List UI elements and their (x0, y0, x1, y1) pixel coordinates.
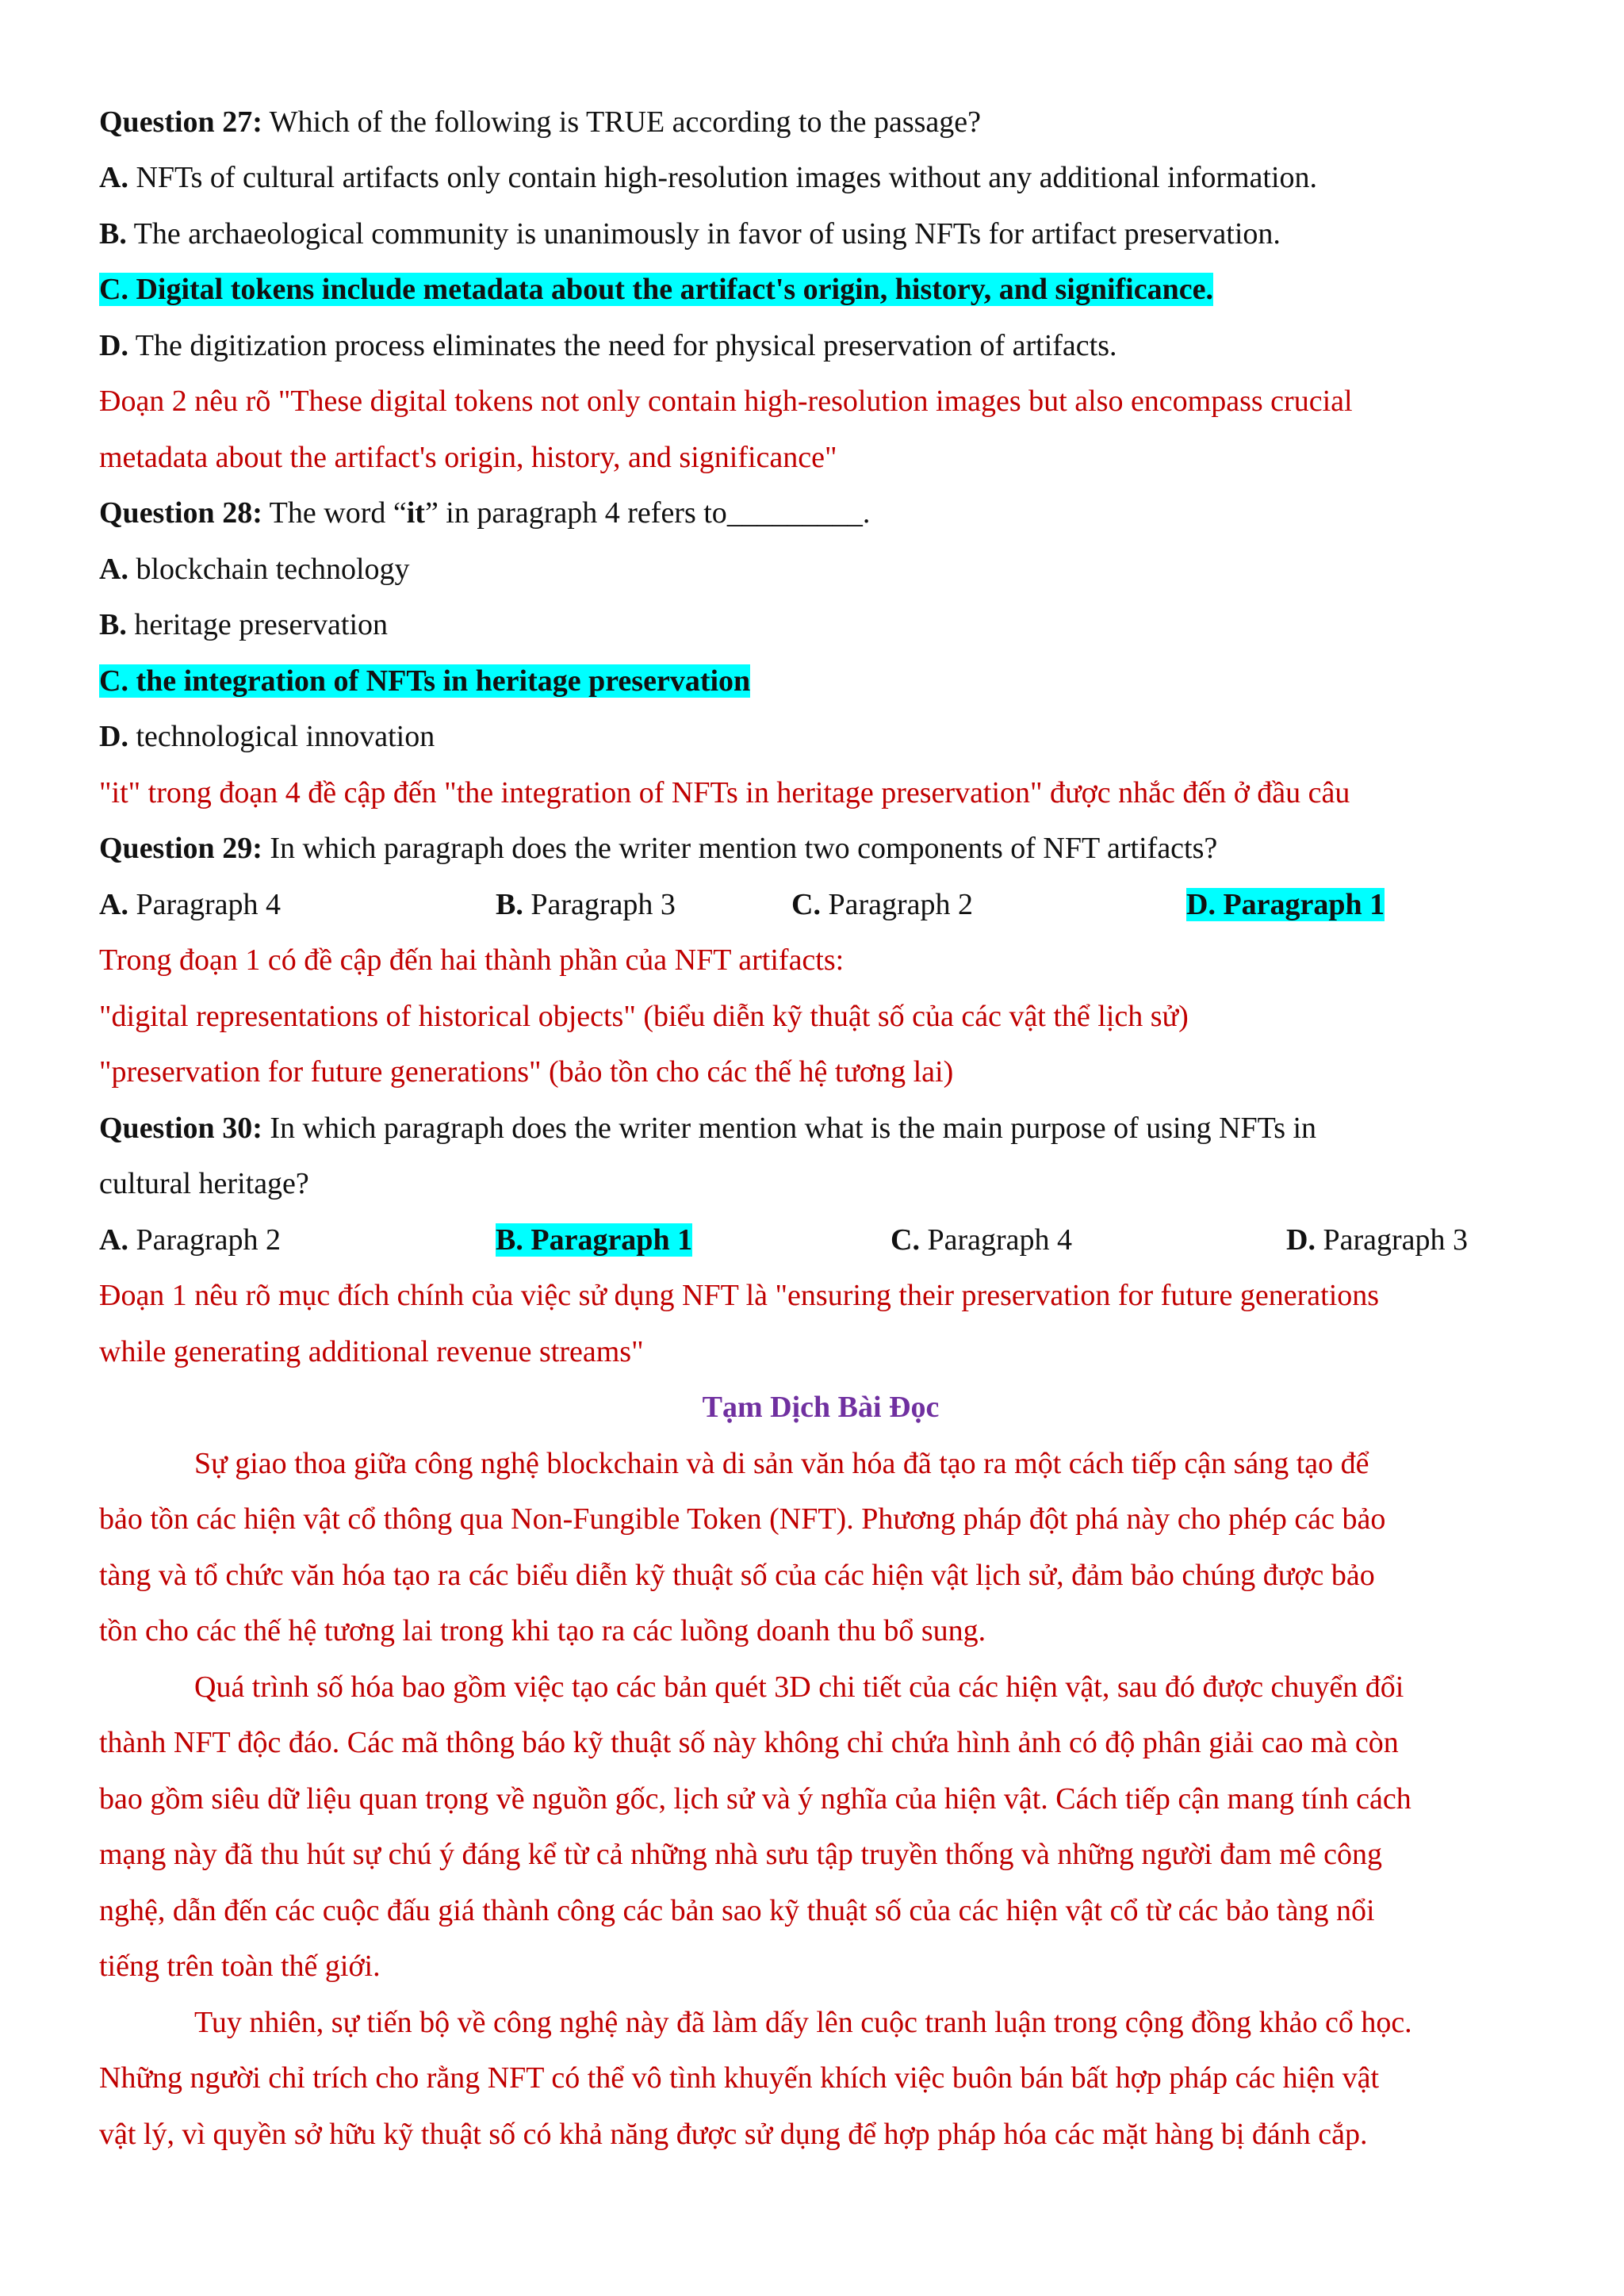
question-text: Which of the following is TRUE according to the passage? (262, 105, 982, 139)
correct-answer-highlight (99, 273, 1213, 306)
translation-p2-line-3: bao gồm siêu dữ liệu quan trọng về nguồn gốc, lịch sử và ý nghĩa của hiện vật. Cách tiếp cận mang tính cách (99, 1782, 1411, 1816)
question-text: ” in paragraph 4 refers to (424, 496, 727, 530)
question-text: In which paragraph does the writer mention what is the main purpose of using NFTs in (262, 1112, 1317, 1145)
translation-p2-line-1: Quá trình số hóa bao gồm việc tạo các bản quét 3D chi tiết của các hiện vật, sau đó được chuyển đổi (194, 1670, 1404, 1704)
q30-options-row (99, 1218, 1542, 1262)
option-text: blockchain technology (128, 553, 410, 586)
question-label: Question 29: (99, 832, 262, 865)
q27-explanation-line-1: Đoạn 2 nêu rõ "These digital tokens not only contain high-resolution images but also encompass crucial (99, 385, 1353, 418)
translation-title: Tạm Dịch Bài Đọc (702, 1391, 940, 1424)
translation-p2-line-5: nghệ, dẫn đến các cuộc đấu giá thành công các bản sao kỹ thuật số của các hiện vật cổ từ các bảo tàng nổi (99, 1894, 1375, 1927)
option-text: Paragraph 1 (523, 1223, 693, 1257)
option-text: heritage preservation (126, 608, 389, 641)
correct-answer-highlight (496, 1223, 692, 1257)
question-30-stem (99, 1106, 1542, 1150)
question-text: In which paragraph does the writer mention two components of NFT artifacts? (262, 832, 1218, 865)
translation-p2-line-2: thành NFT độc đáo. Các mã thông báo kỹ thuật số này không chỉ chứa hình ảnh có độ phân giải cao mà còn (99, 1726, 1399, 1759)
translation-p2-line-6: tiếng trên toàn thế giới. (99, 1950, 381, 1983)
q30-explanation-line-1: Đoạn 1 nêu rõ mục đích chính của việc sử dụng NFT là "ensuring their preservation for future generations (99, 1279, 1380, 1312)
question-27-stem (99, 100, 1542, 144)
option-text: Paragraph 1 (1215, 888, 1385, 921)
option-label: A. (99, 1223, 128, 1257)
q29-explanation-line-1: Trong đoạn 1 có đề cập đến hai thành phần của NFT artifacts: (99, 943, 845, 977)
q28-option-c-correct (99, 659, 1542, 703)
option-label: D. (1286, 1223, 1316, 1257)
option-text: NFTs of cultural artifacts only contain high-resolution images without any additional information. (128, 161, 1318, 194)
q30-option-c (891, 1218, 1072, 1262)
option-text: Paragraph 4 (919, 1223, 1072, 1257)
option-label: C. (99, 664, 128, 698)
question-text: . (862, 496, 871, 530)
translation-p3-line-2: Những người chỉ trích cho rằng NFT có thể vô tình khuyến khích việc buôn bán bất hợp pháp các hiện vật (99, 2061, 1380, 2095)
q30-option-b-correct (496, 1218, 692, 1262)
option-label: C. (891, 1223, 920, 1257)
question-label: Question 30: (99, 1112, 262, 1145)
q28-option-a (99, 547, 1542, 591)
q27-option-d (99, 323, 1542, 368)
option-label: D. (99, 720, 128, 753)
option-label: C. (99, 273, 128, 306)
option-label: C. (791, 888, 821, 921)
q27-option-a (99, 155, 1542, 200)
correct-answer-highlight (99, 664, 750, 698)
option-label: D. (99, 329, 128, 362)
translation-p1-line-1: Sự giao thoa giữa công nghệ blockchain và di sản văn hóa đã tạo ra một cách tiếp cận sáng tạo để (194, 1447, 1369, 1480)
option-text: Digital tokens include metadata about the artifact's origin, history, and significance. (128, 273, 1213, 306)
translation-p1-line-3: tàng và tổ chức văn hóa tạo ra các biểu diễn kỹ thuật số của các hiện vật lịch sử, đảm bảo chúng được bảo (99, 1559, 1375, 1592)
question-label: Question 27: (99, 105, 262, 139)
option-label: B. (99, 217, 127, 251)
question-keyword: it (406, 496, 425, 530)
option-label: D. (1186, 888, 1216, 921)
question-text: The word “ (262, 496, 407, 530)
option-text: technological innovation (128, 720, 435, 753)
correct-answer-highlight (1186, 888, 1385, 921)
option-text: Paragraph 2 (820, 888, 973, 921)
q27-explanation-line-2: metadata about the artifact's origin, history, and significance" (99, 441, 837, 474)
translation-p1-line-2: bảo tồn các hiện vật cổ thông qua Non-Fungible Token (NFT). Phương pháp đột phá này cho phép các bảo (99, 1502, 1386, 1536)
q30-explanation-line-2: while generating additional revenue streams" (99, 1335, 644, 1368)
translation-p2-line-4: mạng này đã thu hút sự chú ý đáng kể từ cả những nhà sưu tập truyền thống và những người đam mê công (99, 1838, 1382, 1871)
question-29-stem (99, 826, 1542, 871)
question-label: Question 28: (99, 496, 262, 530)
q29-explanation-line-2: "digital representations of historical objects" (biểu diễn kỹ thuật số của các vật thể lịch sử) (99, 1000, 1189, 1033)
q30-option-a (99, 1218, 281, 1262)
question-28-stem (99, 491, 1542, 535)
option-label: B. (99, 608, 127, 641)
option-text: Paragraph 2 (128, 1223, 281, 1257)
option-label: A. (99, 161, 128, 194)
translation-p3-line-1: Tuy nhiên, sự tiến bộ về công nghệ này đã làm dấy lên cuộc tranh luận trong cộng đồng khảo cổ học. (194, 2006, 1412, 2039)
q29-option-b (496, 882, 676, 927)
q29-option-c (791, 882, 973, 927)
q27-option-c-correct (99, 267, 1542, 312)
option-text: Paragraph 4 (128, 888, 281, 921)
q28-option-d (99, 714, 1542, 759)
translation-p1-line-4: tồn cho các thế hệ tương lai trong khi tạo ra các luồng doanh thu bổ sung. (99, 1614, 986, 1647)
q29-option-d-correct (1186, 882, 1385, 927)
q29-options-row (99, 882, 1542, 927)
option-text: Paragraph 3 (523, 888, 676, 921)
q28-explanation: "it" trong đoạn 4 đề cập đến "the integration of NFTs in heritage preservation" được nhắc đến ở đầu câu (99, 776, 1350, 809)
q28-option-b (99, 603, 1542, 647)
answer-blank: _________ (726, 496, 863, 530)
option-text: The digitization process eliminates the need for physical preservation of artifacts. (128, 329, 1117, 362)
option-text: The archaeological community is unanimously in favor of using NFTs for artifact preservation. (126, 217, 1281, 251)
translation-p3-line-3: vật lý, vì quyền sở hữu kỹ thuật số có khả năng được sử dụng để hợp pháp hóa các mặt hàng bị đánh cắp. (99, 2118, 1368, 2151)
question-30-stem-line-2: cultural heritage? (99, 1167, 309, 1200)
option-label: A. (99, 888, 128, 921)
q29-explanation-line-3: "preservation for future generations" (bảo tồn cho các thế hệ tương lai) (99, 1055, 954, 1089)
option-label: B. (496, 1223, 523, 1257)
option-text: Paragraph 3 (1315, 1223, 1468, 1257)
q27-option-b (99, 212, 1542, 256)
option-label: A. (99, 553, 128, 586)
q29-option-a (99, 882, 281, 927)
option-text: the integration of NFTs in heritage preservation (128, 664, 751, 698)
q30-option-d (1286, 1218, 1468, 1262)
option-label: B. (496, 888, 523, 921)
